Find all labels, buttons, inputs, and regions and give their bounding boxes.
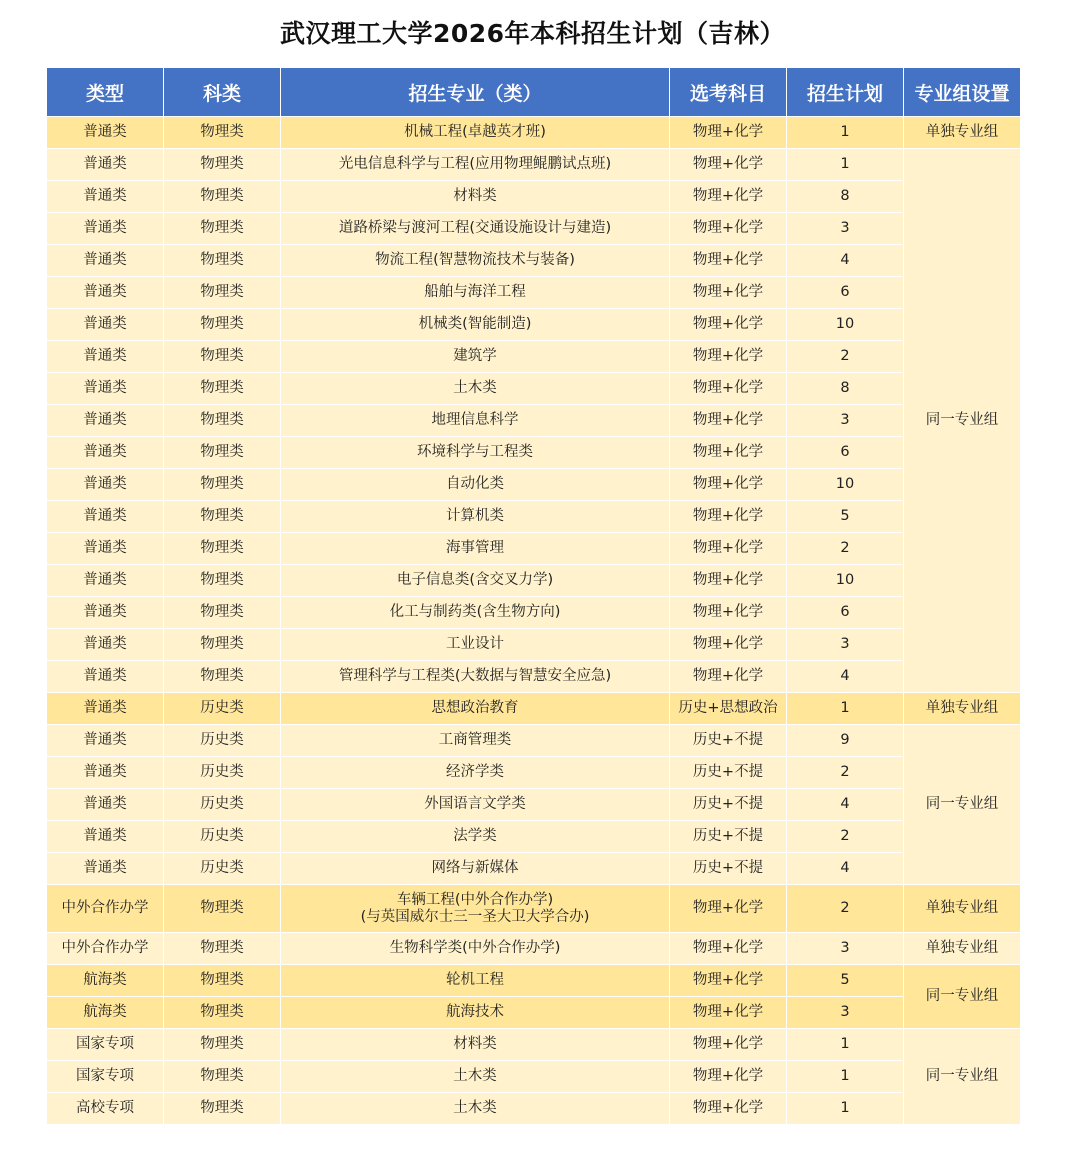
cell-required-subjects: 物理+化学 — [670, 309, 787, 341]
header-required-subjects: 选考科目 — [670, 68, 787, 117]
cell-plan: 10 — [787, 565, 904, 597]
cell-required-subjects: 物理+化学 — [670, 149, 787, 181]
cell-required-subjects: 物理+化学 — [670, 965, 787, 997]
header-group: 专业组设置 — [904, 68, 1021, 117]
cell-subject: 物理类 — [164, 885, 281, 933]
header-major: 招生专业（类） — [281, 68, 670, 117]
cell-plan: 4 — [787, 245, 904, 277]
header-subject: 科类 — [164, 68, 281, 117]
table-row — [47, 821, 1021, 853]
cell-plan: 6 — [787, 277, 904, 309]
cell-subject: 物理类 — [164, 565, 281, 597]
table-header-row — [47, 68, 1021, 117]
cell-subject: 物理类 — [164, 213, 281, 245]
cell-major-line-2: (与英国威尔士三一圣大卫大学合办) — [360, 908, 590, 925]
cell-plan: 4 — [787, 789, 904, 821]
cell-type: 国家专项 — [47, 1029, 164, 1061]
cell-plan: 3 — [787, 405, 904, 437]
cell-plan: 6 — [787, 597, 904, 629]
cell-plan: 8 — [787, 373, 904, 405]
cell-subject: 历史类 — [164, 821, 281, 853]
cell-required-subjects: 历史+不提 — [670, 725, 787, 757]
cell-type: 普通类 — [47, 821, 164, 853]
cell-subject: 物理类 — [164, 277, 281, 309]
cell-type: 航海类 — [47, 965, 164, 997]
table-row — [47, 1029, 1021, 1061]
cell-required-subjects: 物理+化学 — [670, 885, 787, 933]
cell-required-subjects: 历史+不提 — [670, 757, 787, 789]
table-row — [47, 757, 1021, 789]
cell-major — [281, 885, 670, 933]
table-row — [47, 853, 1021, 885]
cell-subject: 物理类 — [164, 533, 281, 565]
cell-required-subjects: 历史+思想政治 — [670, 693, 787, 725]
cell-major: 网络与新媒体 — [281, 853, 670, 885]
cell-subject: 历史类 — [164, 853, 281, 885]
cell-subject: 物理类 — [164, 437, 281, 469]
cell-subject: 物理类 — [164, 1061, 281, 1093]
cell-type: 普通类 — [47, 149, 164, 181]
cell-required-subjects: 物理+化学 — [670, 597, 787, 629]
cell-type: 普通类 — [47, 373, 164, 405]
cell-plan: 1 — [787, 693, 904, 725]
table-row — [47, 213, 1021, 245]
cell-major: 化工与制药类(含生物方向) — [281, 597, 670, 629]
table-row — [47, 341, 1021, 373]
cell-major: 经济学类 — [281, 757, 670, 789]
cell-type: 普通类 — [47, 245, 164, 277]
cell-required-subjects: 物理+化学 — [670, 405, 787, 437]
cell-type: 普通类 — [47, 469, 164, 501]
cell-plan: 5 — [787, 501, 904, 533]
cell-subject: 物理类 — [164, 1029, 281, 1061]
table-row — [47, 437, 1021, 469]
cell-required-subjects: 历史+不提 — [670, 821, 787, 853]
cell-required-subjects: 物理+化学 — [670, 661, 787, 693]
cell-group: 同一专业组 — [904, 965, 1021, 1029]
cell-major: 计算机类 — [281, 501, 670, 533]
cell-major: 工业设计 — [281, 629, 670, 661]
cell-plan: 6 — [787, 437, 904, 469]
cell-major: 道路桥梁与渡河工程(交通设施设计与建造) — [281, 213, 670, 245]
table-row — [47, 1061, 1021, 1093]
table-row — [47, 693, 1021, 725]
cell-plan: 3 — [787, 997, 904, 1029]
cell-subject: 物理类 — [164, 597, 281, 629]
cell-group: 单独专业组 — [904, 885, 1021, 933]
cell-required-subjects: 物理+化学 — [670, 997, 787, 1029]
cell-plan: 2 — [787, 757, 904, 789]
table-row — [47, 405, 1021, 437]
table-row — [47, 885, 1021, 933]
cell-subject: 历史类 — [164, 789, 281, 821]
cell-subject: 历史类 — [164, 725, 281, 757]
table-row — [47, 1093, 1021, 1125]
cell-plan: 3 — [787, 213, 904, 245]
cell-plan: 4 — [787, 661, 904, 693]
cell-major: 自动化类 — [281, 469, 670, 501]
cell-subject: 物理类 — [164, 501, 281, 533]
cell-subject: 物理类 — [164, 661, 281, 693]
cell-subject: 物理类 — [164, 405, 281, 437]
cell-type: 普通类 — [47, 309, 164, 341]
enrollment-table — [46, 67, 1021, 1125]
cell-required-subjects: 物理+化学 — [670, 933, 787, 965]
cell-type: 普通类 — [47, 757, 164, 789]
cell-subject: 物理类 — [164, 373, 281, 405]
cell-type: 普通类 — [47, 117, 164, 149]
table-row — [47, 149, 1021, 181]
cell-type: 普通类 — [47, 661, 164, 693]
cell-major: 外国语言文学类 — [281, 789, 670, 821]
table-row — [47, 965, 1021, 997]
cell-subject: 物理类 — [164, 997, 281, 1029]
cell-group: 同一专业组 — [904, 1029, 1021, 1125]
table-row — [47, 181, 1021, 213]
cell-required-subjects: 物理+化学 — [670, 629, 787, 661]
cell-group: 单独专业组 — [904, 693, 1021, 725]
cell-plan: 2 — [787, 885, 904, 933]
cell-major: 机械工程(卓越英才班) — [281, 117, 670, 149]
cell-plan: 1 — [787, 1093, 904, 1125]
cell-plan: 4 — [787, 853, 904, 885]
cell-group: 同一专业组 — [904, 725, 1021, 885]
cell-group: 同一专业组 — [904, 149, 1021, 693]
cell-type: 普通类 — [47, 405, 164, 437]
cell-type: 国家专项 — [47, 1061, 164, 1093]
cell-type: 普通类 — [47, 181, 164, 213]
cell-type: 普通类 — [47, 277, 164, 309]
cell-major: 轮机工程 — [281, 965, 670, 997]
cell-required-subjects: 历史+不提 — [670, 853, 787, 885]
cell-plan: 2 — [787, 821, 904, 853]
cell-subject: 物理类 — [164, 341, 281, 373]
cell-required-subjects: 物理+化学 — [670, 501, 787, 533]
header-type: 类型 — [47, 68, 164, 117]
cell-subject: 物理类 — [164, 117, 281, 149]
cell-plan: 10 — [787, 309, 904, 341]
cell-subject: 历史类 — [164, 693, 281, 725]
cell-major: 海事管理 — [281, 533, 670, 565]
cell-major: 管理科学与工程类(大数据与智慧安全应急) — [281, 661, 670, 693]
cell-subject: 物理类 — [164, 149, 281, 181]
cell-type: 普通类 — [47, 533, 164, 565]
table-row — [47, 997, 1021, 1029]
cell-required-subjects: 物理+化学 — [670, 277, 787, 309]
cell-major: 法学类 — [281, 821, 670, 853]
cell-required-subjects: 物理+化学 — [670, 469, 787, 501]
cell-plan: 1 — [787, 1029, 904, 1061]
cell-required-subjects: 物理+化学 — [670, 565, 787, 597]
cell-major: 土木类 — [281, 1093, 670, 1125]
table-row — [47, 277, 1021, 309]
cell-required-subjects: 物理+化学 — [670, 437, 787, 469]
cell-major: 航海技术 — [281, 997, 670, 1029]
cell-plan: 3 — [787, 933, 904, 965]
cell-major-line-1: 车辆工程(中外合作办学) — [396, 891, 554, 908]
cell-major: 材料类 — [281, 181, 670, 213]
cell-plan: 1 — [787, 149, 904, 181]
table-row — [47, 789, 1021, 821]
table-row — [47, 117, 1021, 149]
cell-required-subjects: 物理+化学 — [670, 533, 787, 565]
cell-required-subjects: 物理+化学 — [670, 1029, 787, 1061]
cell-group: 单独专业组 — [904, 933, 1021, 965]
cell-type: 普通类 — [47, 437, 164, 469]
table-row — [47, 533, 1021, 565]
table-row — [47, 661, 1021, 693]
cell-major: 机械类(智能制造) — [281, 309, 670, 341]
cell-major: 电子信息类(含交叉力学) — [281, 565, 670, 597]
header-plan: 招生计划 — [787, 68, 904, 117]
cell-required-subjects: 物理+化学 — [670, 373, 787, 405]
cell-required-subjects: 物理+化学 — [670, 1093, 787, 1125]
table-row — [47, 501, 1021, 533]
cell-subject: 物理类 — [164, 245, 281, 277]
cell-subject: 物理类 — [164, 1093, 281, 1125]
page-title: 武汉理工大学2026年本科招生计划（吉林） — [279, 19, 786, 48]
cell-subject: 历史类 — [164, 757, 281, 789]
cell-subject: 物理类 — [164, 965, 281, 997]
cell-major: 工商管理类 — [281, 725, 670, 757]
cell-major: 物流工程(智慧物流技术与装备) — [281, 245, 670, 277]
cell-required-subjects: 物理+化学 — [670, 181, 787, 213]
cell-type: 普通类 — [47, 789, 164, 821]
cell-plan: 5 — [787, 965, 904, 997]
cell-required-subjects: 物理+化学 — [670, 213, 787, 245]
cell-type: 普通类 — [47, 341, 164, 373]
cell-type: 中外合作办学 — [47, 885, 164, 933]
cell-major: 光电信息科学与工程(应用物理鲲鹏试点班) — [281, 149, 670, 181]
cell-major: 地理信息科学 — [281, 405, 670, 437]
cell-type: 高校专项 — [47, 1093, 164, 1125]
cell-plan: 2 — [787, 341, 904, 373]
cell-major: 建筑学 — [281, 341, 670, 373]
cell-major: 材料类 — [281, 1029, 670, 1061]
cell-plan: 1 — [787, 1061, 904, 1093]
cell-major: 船舶与海洋工程 — [281, 277, 670, 309]
cell-subject: 物理类 — [164, 309, 281, 341]
cell-type: 普通类 — [47, 213, 164, 245]
cell-group: 单独专业组 — [904, 117, 1021, 149]
cell-plan: 8 — [787, 181, 904, 213]
cell-type: 中外合作办学 — [47, 933, 164, 965]
cell-major: 生物科学类(中外合作办学) — [281, 933, 670, 965]
cell-type: 普通类 — [47, 501, 164, 533]
cell-major: 土木类 — [281, 373, 670, 405]
cell-required-subjects: 历史+不提 — [670, 789, 787, 821]
cell-major: 思想政治教育 — [281, 693, 670, 725]
cell-subject: 物理类 — [164, 469, 281, 501]
table-row — [47, 597, 1021, 629]
table-row — [47, 629, 1021, 661]
table-row — [47, 309, 1021, 341]
cell-major: 环境科学与工程类 — [281, 437, 670, 469]
cell-type: 普通类 — [47, 853, 164, 885]
cell-type: 普通类 — [47, 693, 164, 725]
cell-required-subjects: 物理+化学 — [670, 341, 787, 373]
cell-subject: 物理类 — [164, 181, 281, 213]
cell-type: 普通类 — [47, 565, 164, 597]
cell-major: 土木类 — [281, 1061, 670, 1093]
cell-type: 普通类 — [47, 725, 164, 757]
table-row — [47, 725, 1021, 757]
table-row — [47, 373, 1021, 405]
cell-type: 航海类 — [47, 997, 164, 1029]
cell-required-subjects: 物理+化学 — [670, 245, 787, 277]
cell-plan: 9 — [787, 725, 904, 757]
cell-type: 普通类 — [47, 629, 164, 661]
table-row — [47, 565, 1021, 597]
table-row — [47, 933, 1021, 965]
cell-subject: 物理类 — [164, 629, 281, 661]
cell-plan: 1 — [787, 117, 904, 149]
cell-plan: 3 — [787, 629, 904, 661]
cell-required-subjects: 物理+化学 — [670, 1061, 787, 1093]
cell-type: 普通类 — [47, 597, 164, 629]
cell-subject: 物理类 — [164, 933, 281, 965]
cell-plan: 2 — [787, 533, 904, 565]
cell-required-subjects: 物理+化学 — [670, 117, 787, 149]
cell-plan: 10 — [787, 469, 904, 501]
table-row — [47, 245, 1021, 277]
table-row — [47, 469, 1021, 501]
